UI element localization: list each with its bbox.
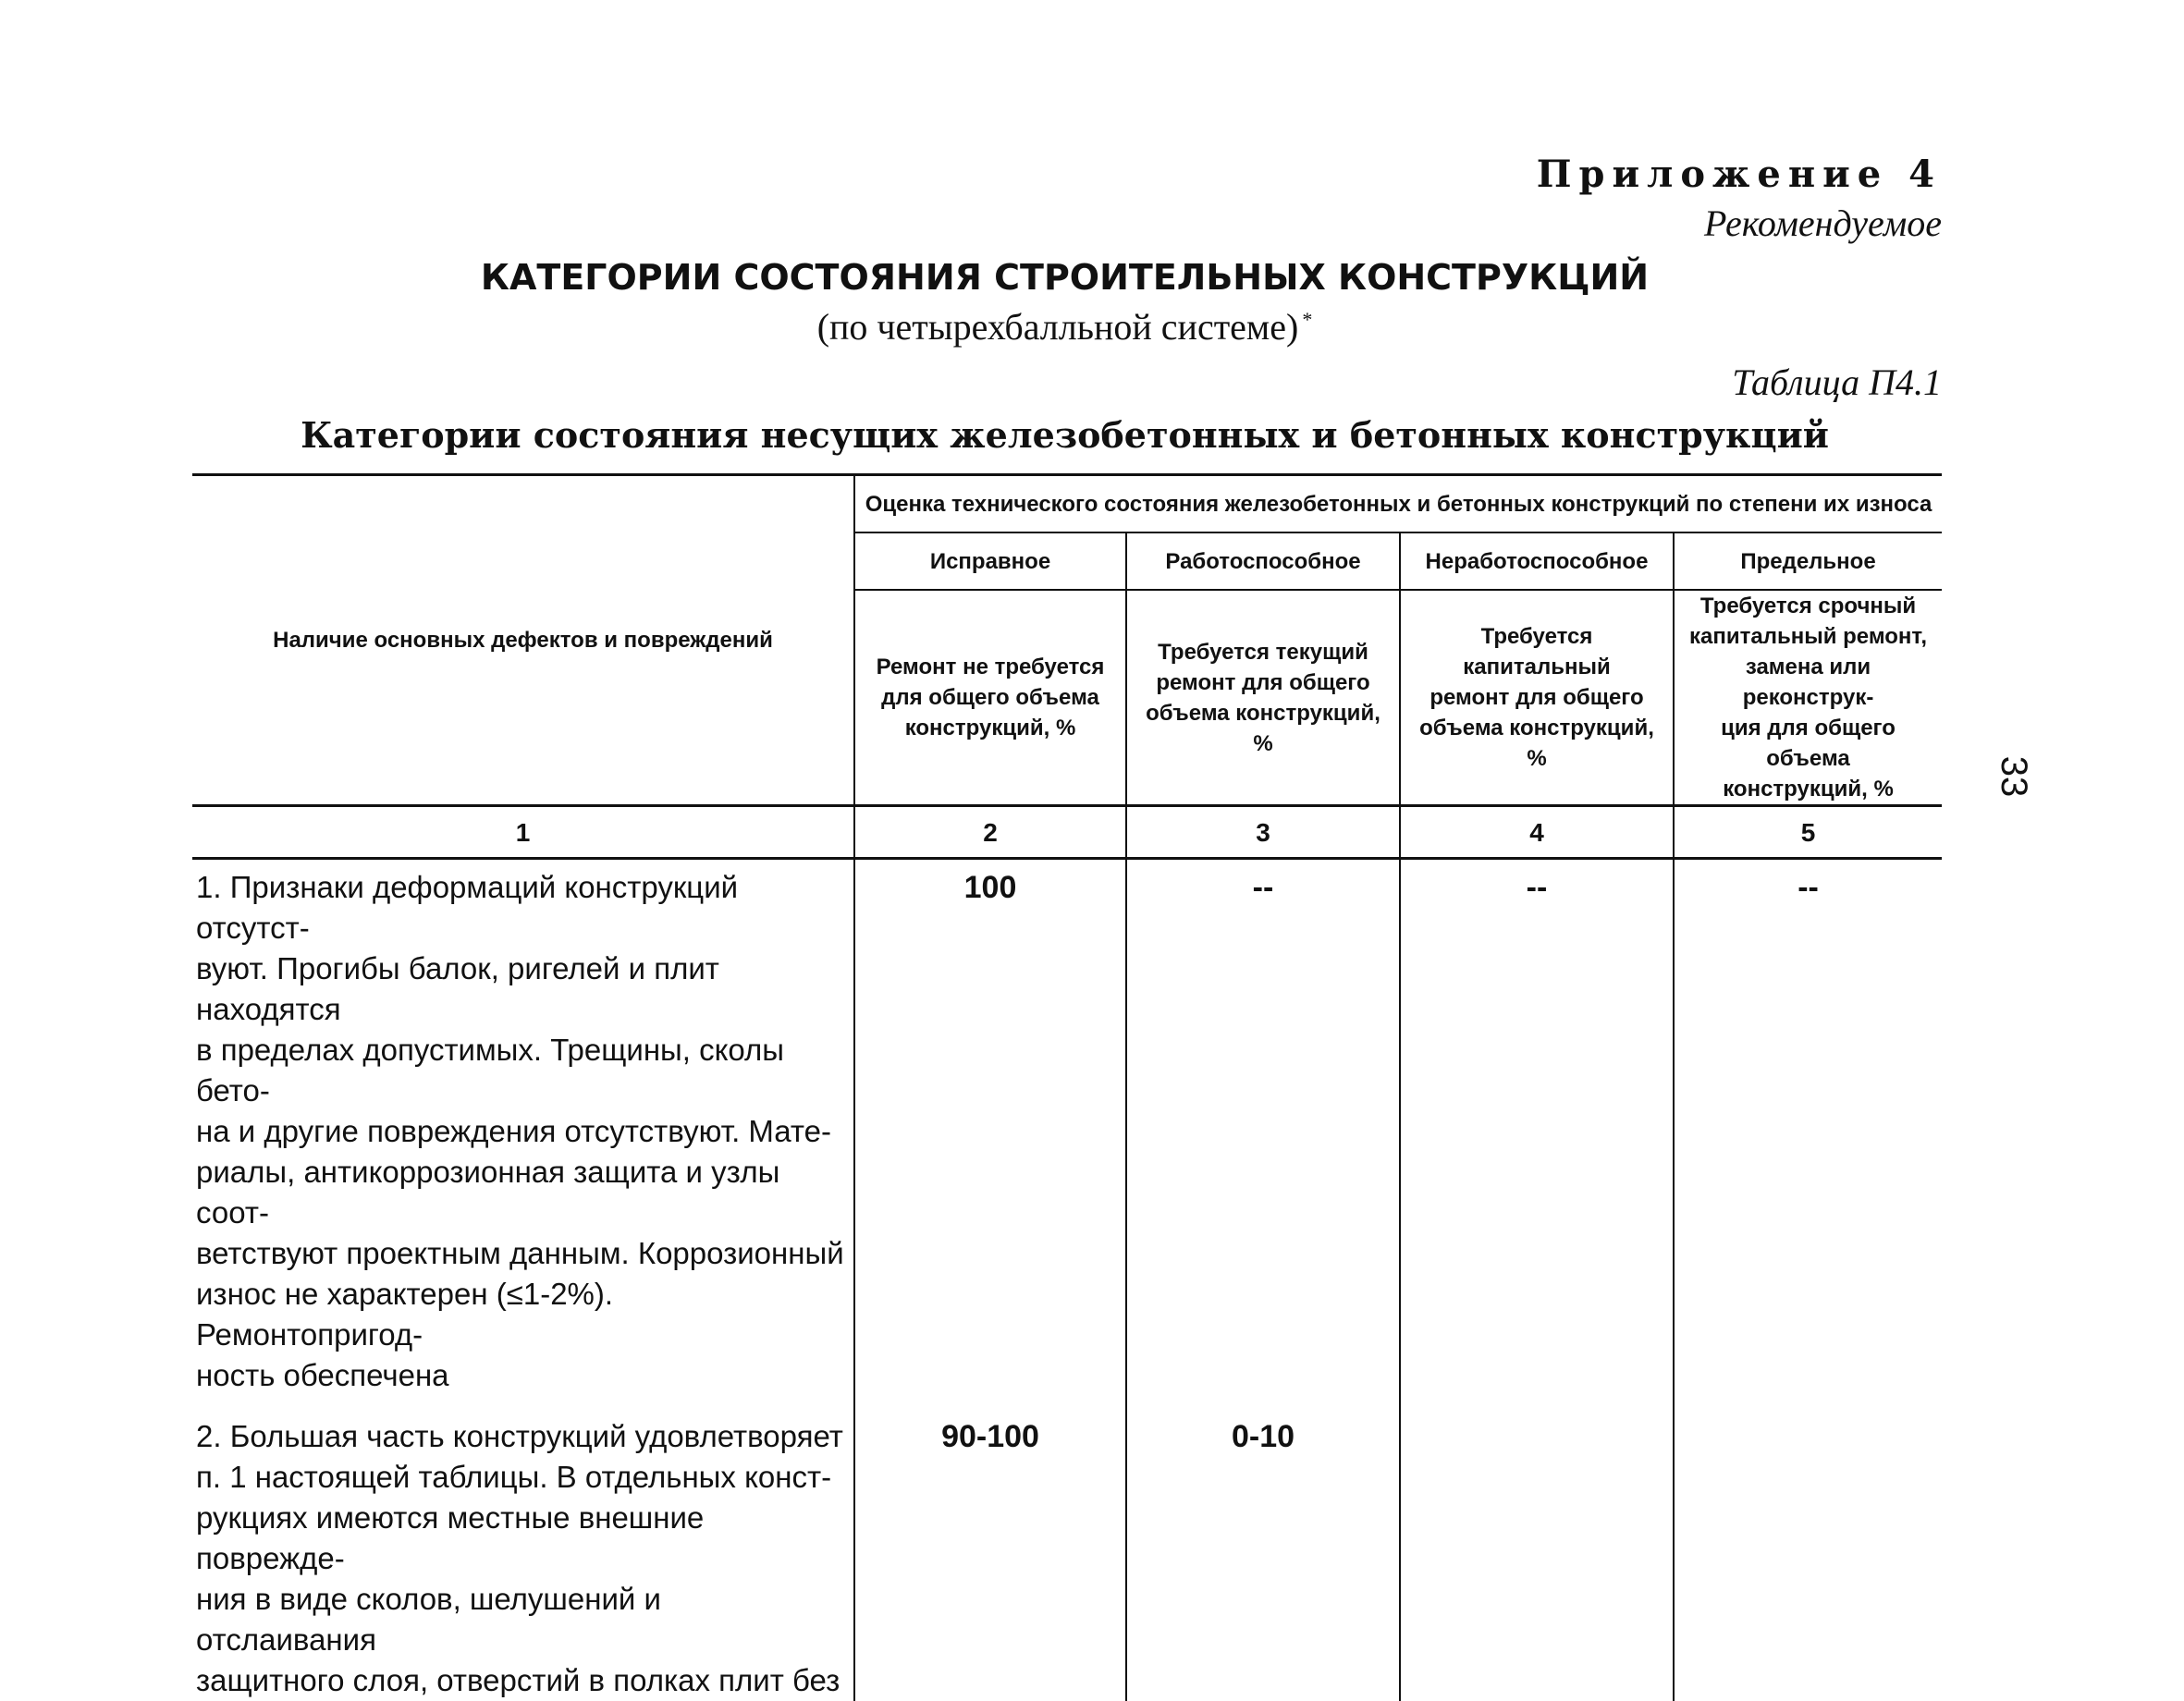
table-title: Категории состояния несущих железобетонных и бетонных конструкций <box>301 414 1829 456</box>
condition-table <box>192 473 1942 1701</box>
value-cell: -- <box>1400 859 1674 1397</box>
text-line: ность обеспечена <box>196 1358 449 1392</box>
category-header: Предельное <box>1674 532 1942 590</box>
text-line: 1. Признаки деформаций конструкций отсутст- <box>196 870 739 945</box>
text-line: защитного слоя, отверстий в полках плит без <box>196 1663 840 1697</box>
description-line: для общего объема <box>881 685 1099 710</box>
text-line: рукциях имеются местные внешние поврежде- <box>196 1500 705 1575</box>
description-line: ция для общего объема <box>1721 716 1896 771</box>
value-cell: -- <box>1674 859 1942 1397</box>
category-description <box>1400 590 1674 806</box>
text-line: риалы, антикоррозионная защита и узлы соот- <box>196 1155 780 1230</box>
defect-description <box>192 859 854 1397</box>
text-line: ния в виде сколов, шелушений и отслаивания <box>196 1582 661 1657</box>
text-line: износ не характерен (≤1-2%). Ремонтопригод- <box>196 1277 614 1352</box>
category-description <box>854 590 1126 806</box>
subtitle-text: (по четырехбалльной системе) <box>816 306 1299 348</box>
description-line: Требуется текущий <box>1158 639 1368 665</box>
description-line: Требуется срочный <box>1699 594 1917 618</box>
defects-header: Наличие основных дефектов и повреждений <box>192 475 854 806</box>
category-header: Работоспособное <box>1126 532 1400 590</box>
footnote-mark: * <box>1302 308 1313 331</box>
category-description <box>1674 590 1942 806</box>
text-line: вуют. Прогибы балок, ригелей и плит находятся <box>196 951 719 1026</box>
table-row <box>192 859 1942 1397</box>
value-cell: 90-100 <box>854 1396 1126 1701</box>
text-line: п. 1 настоящей таблицы. В отдельных конст- <box>196 1460 832 1494</box>
description-line: конструкций, % <box>904 716 1076 740</box>
value-cell: -- <box>1126 859 1400 1397</box>
value-cell <box>1674 1396 1942 1701</box>
column-number: 5 <box>1674 806 1942 859</box>
text-line: ветствуют проектным данным. Коррозионный <box>196 1236 844 1270</box>
value-cell: 0-10 <box>1126 1396 1400 1701</box>
defect-description <box>192 1396 854 1701</box>
column-number: 3 <box>1126 806 1400 859</box>
document-title: КАТЕГОРИИ СОСТОЯНИЯ СТРОИТЕЛЬНЫХ КОНСТРУКЦИЙ <box>480 257 1650 298</box>
document-subtitle <box>0 305 2129 349</box>
assessment-group-header: Оценка технического состояния железобетонных и бетонных конструкций по степени их износа <box>854 475 1942 533</box>
value-cell: 100 <box>854 859 1126 1397</box>
column-number: 4 <box>1400 806 1674 859</box>
text-line: в пределах допустимых. Трещины, сколы бето- <box>196 1033 785 1107</box>
description-line: Требуется капитальный <box>1463 624 1611 679</box>
recommended-label: Рекомендуемое <box>1703 202 1942 244</box>
category-header: Исправное <box>854 532 1126 590</box>
description-line: Ремонт не требуется <box>876 655 1105 679</box>
description-line: конструкций, % <box>1723 777 1894 802</box>
table-row <box>192 1396 1942 1701</box>
description-line: замена или реконструк- <box>1742 655 1874 710</box>
column-number: 2 <box>854 806 1126 859</box>
description-line: капитальный ремонт, <box>1689 624 1928 649</box>
description-line: ремонт для общего <box>1429 685 1644 710</box>
text-line: 2. Большая часть конструкций удовлетворяет <box>196 1419 843 1453</box>
table-label: Таблица П4.1 <box>1732 361 1942 403</box>
text-line: на и другие повреждения отсутствуют. Мате- <box>196 1114 831 1148</box>
appendix-label: Приложение 4 <box>1536 153 1942 196</box>
category-description <box>1126 590 1400 806</box>
description-line: объема конструкций, % <box>1419 716 1654 771</box>
description-line: объема конструкций, % <box>1146 700 1380 756</box>
column-number: 1 <box>192 806 854 859</box>
category-header: Неработоспособное <box>1400 532 1674 590</box>
page-number: 33 <box>1994 755 2034 798</box>
description-line: ремонт для общего <box>1156 669 1370 695</box>
value-cell <box>1400 1396 1674 1701</box>
